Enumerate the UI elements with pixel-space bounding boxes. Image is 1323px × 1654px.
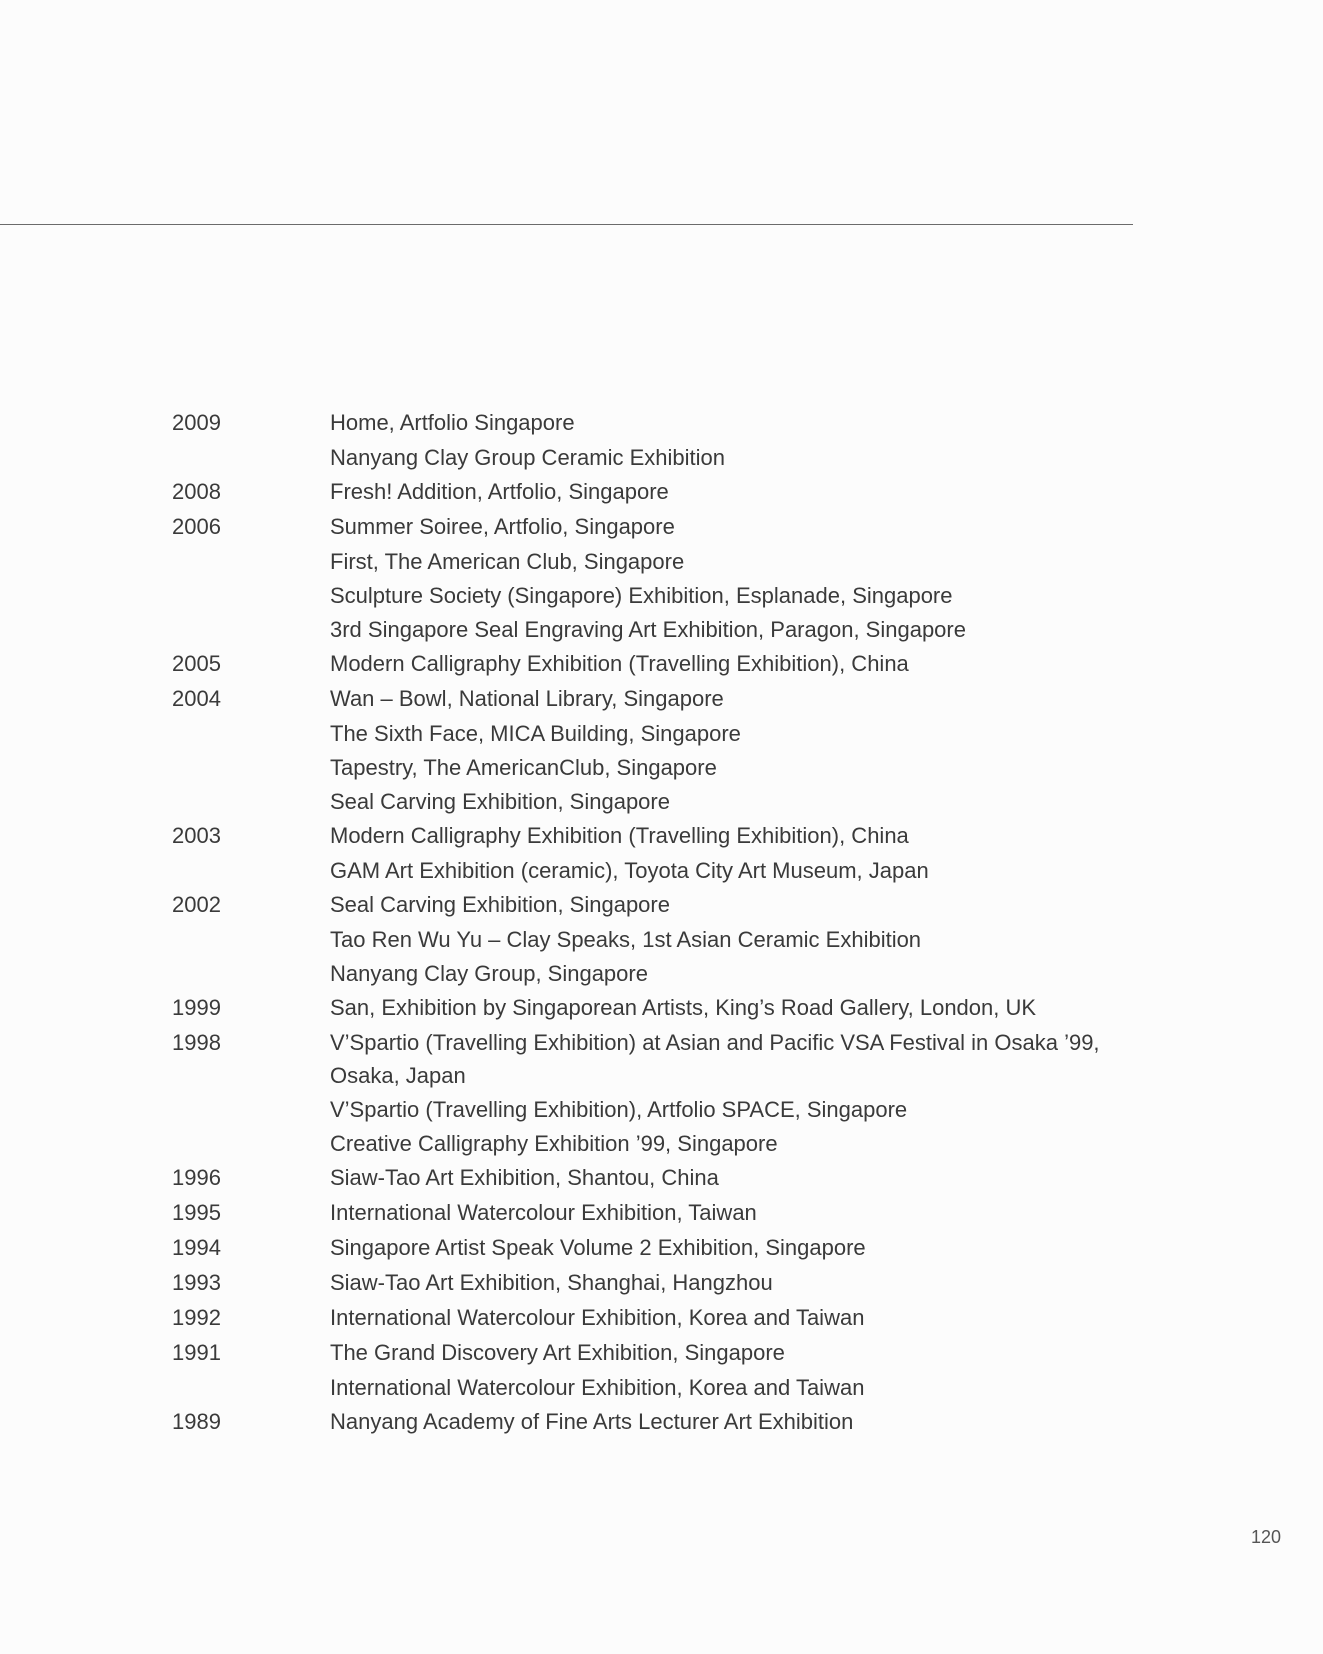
exhibition-entry xyxy=(0,440,1323,474)
exhibition-title: International Watercolour Exhibition, Korea and Taiwan xyxy=(330,1305,865,1330)
exhibition-title: Tapestry, The AmericanClub, Singapore xyxy=(330,755,717,780)
exhibition-title: Modern Calligraphy Exhibition (Travelling Exhibition), China xyxy=(330,823,909,848)
exhibition-entry xyxy=(0,474,1323,509)
exhibition-entry xyxy=(0,887,1323,922)
exhibition-entry xyxy=(0,578,1323,612)
exhibition-title: Nanyang Clay Group Ceramic Exhibition xyxy=(330,445,725,470)
exhibition-year: 2008 xyxy=(172,479,221,504)
exhibition-year: 1998 xyxy=(172,1030,221,1055)
exhibition-year: 2003 xyxy=(172,823,221,848)
exhibition-year: 1999 xyxy=(172,995,221,1020)
exhibition-year: 2006 xyxy=(172,514,221,539)
exhibition-title: V’Spartio (Travelling Exhibition) at Asian and Pacific VSA Festival in Osaka ’99, Osaka, Japan xyxy=(330,1030,1100,1088)
page-number: 120 xyxy=(1250,1527,1281,1547)
exhibition-entry xyxy=(0,956,1323,990)
exhibition-year: 1992 xyxy=(172,1305,221,1330)
exhibition-title: 3rd Singapore Seal Engraving Art Exhibition, Paragon, Singapore xyxy=(330,617,966,642)
exhibition-title: Siaw-Tao Art Exhibition, Shantou, China xyxy=(330,1165,719,1190)
exhibition-title: Creative Calligraphy Exhibition ’99, Singapore xyxy=(330,1131,778,1156)
exhibition-year: 1993 xyxy=(172,1270,221,1295)
exhibition-title: Nanyang Clay Group, Singapore xyxy=(330,961,648,986)
exhibition-year: 1989 xyxy=(172,1409,221,1434)
exhibition-title: The Grand Discovery Art Exhibition, Singapore xyxy=(330,1340,785,1365)
exhibition-entry xyxy=(0,1092,1323,1126)
exhibition-title: International Watercolour Exhibition, Korea and Taiwan xyxy=(330,1375,865,1400)
exhibition-title: Wan – Bowl, National Library, Singapore xyxy=(330,686,724,711)
exhibition-year: 2002 xyxy=(172,892,221,917)
exhibition-title: Singapore Artist Speak Volume 2 Exhibition, Singapore xyxy=(330,1235,866,1260)
exhibition-title: Seal Carving Exhibition, Singapore xyxy=(330,892,670,917)
exhibition-entry xyxy=(0,405,1323,440)
exhibition-entry xyxy=(0,1025,1323,1092)
exhibition-year: 2004 xyxy=(172,686,221,711)
exhibition-year: 2005 xyxy=(172,651,221,676)
exhibition-title: Sculpture Society (Singapore) Exhibition, Esplanade, Singapore xyxy=(330,583,953,608)
exhibition-list xyxy=(0,405,1323,1439)
exhibition-entry xyxy=(0,646,1323,681)
exhibition-entry xyxy=(0,716,1323,750)
exhibition-entry xyxy=(0,1195,1323,1230)
exhibition-title: Nanyang Academy of Fine Arts Lecturer Art Exhibition xyxy=(330,1409,854,1434)
exhibition-title: Seal Carving Exhibition, Singapore xyxy=(330,789,670,814)
exhibition-entry xyxy=(0,784,1323,818)
exhibition-entry xyxy=(0,1370,1323,1404)
exhibition-title: Home, Artfolio Singapore xyxy=(330,410,575,435)
exhibition-entry xyxy=(0,1300,1323,1335)
exhibition-entry xyxy=(0,1160,1323,1195)
exhibition-year: 1996 xyxy=(172,1165,221,1190)
exhibition-title: V’Spartio (Travelling Exhibition), Artfolio SPACE, Singapore xyxy=(330,1097,908,1122)
exhibition-entry xyxy=(0,509,1323,544)
exhibition-entry xyxy=(0,1230,1323,1265)
exhibition-entry xyxy=(0,1265,1323,1300)
exhibition-year: 2009 xyxy=(172,410,221,435)
exhibition-year: 1995 xyxy=(172,1200,221,1225)
exhibition-title: International Watercolour Exhibition, Taiwan xyxy=(330,1200,757,1225)
exhibition-entry xyxy=(0,544,1323,578)
exhibition-entry xyxy=(0,1335,1323,1370)
exhibition-title: Fresh! Addition, Artfolio, Singapore xyxy=(330,479,669,504)
exhibition-entry xyxy=(0,1126,1323,1160)
exhibition-title: The Sixth Face, MICA Building, Singapore xyxy=(330,721,741,746)
exhibition-title: GAM Art Exhibition (ceramic), Toyota City Art Museum, Japan xyxy=(330,858,929,883)
exhibition-year: 1991 xyxy=(172,1340,221,1365)
exhibition-entry xyxy=(0,1404,1323,1439)
exhibition-entry xyxy=(0,853,1323,887)
exhibition-title: Tao Ren Wu Yu – Clay Speaks, 1st Asian Ceramic Exhibition xyxy=(330,927,922,952)
exhibition-title: Modern Calligraphy Exhibition (Travelling Exhibition), China xyxy=(330,651,909,676)
exhibition-entry xyxy=(0,818,1323,853)
exhibition-title: Siaw-Tao Art Exhibition, Shanghai, Hangzhou xyxy=(330,1270,773,1295)
exhibition-entry xyxy=(0,750,1323,784)
exhibition-entry xyxy=(0,922,1323,956)
exhibition-year: 1994 xyxy=(172,1235,221,1260)
exhibition-entry xyxy=(0,612,1323,646)
exhibition-entry xyxy=(0,681,1323,716)
exhibition-title: First, The American Club, Singapore xyxy=(330,549,685,574)
exhibition-entry xyxy=(0,990,1323,1025)
exhibition-title: San, Exhibition by Singaporean Artists, King’s Road Gallery, London, UK xyxy=(330,995,1037,1020)
header-divider xyxy=(0,224,1133,225)
exhibition-title: Summer Soiree, Artfolio, Singapore xyxy=(330,514,675,539)
